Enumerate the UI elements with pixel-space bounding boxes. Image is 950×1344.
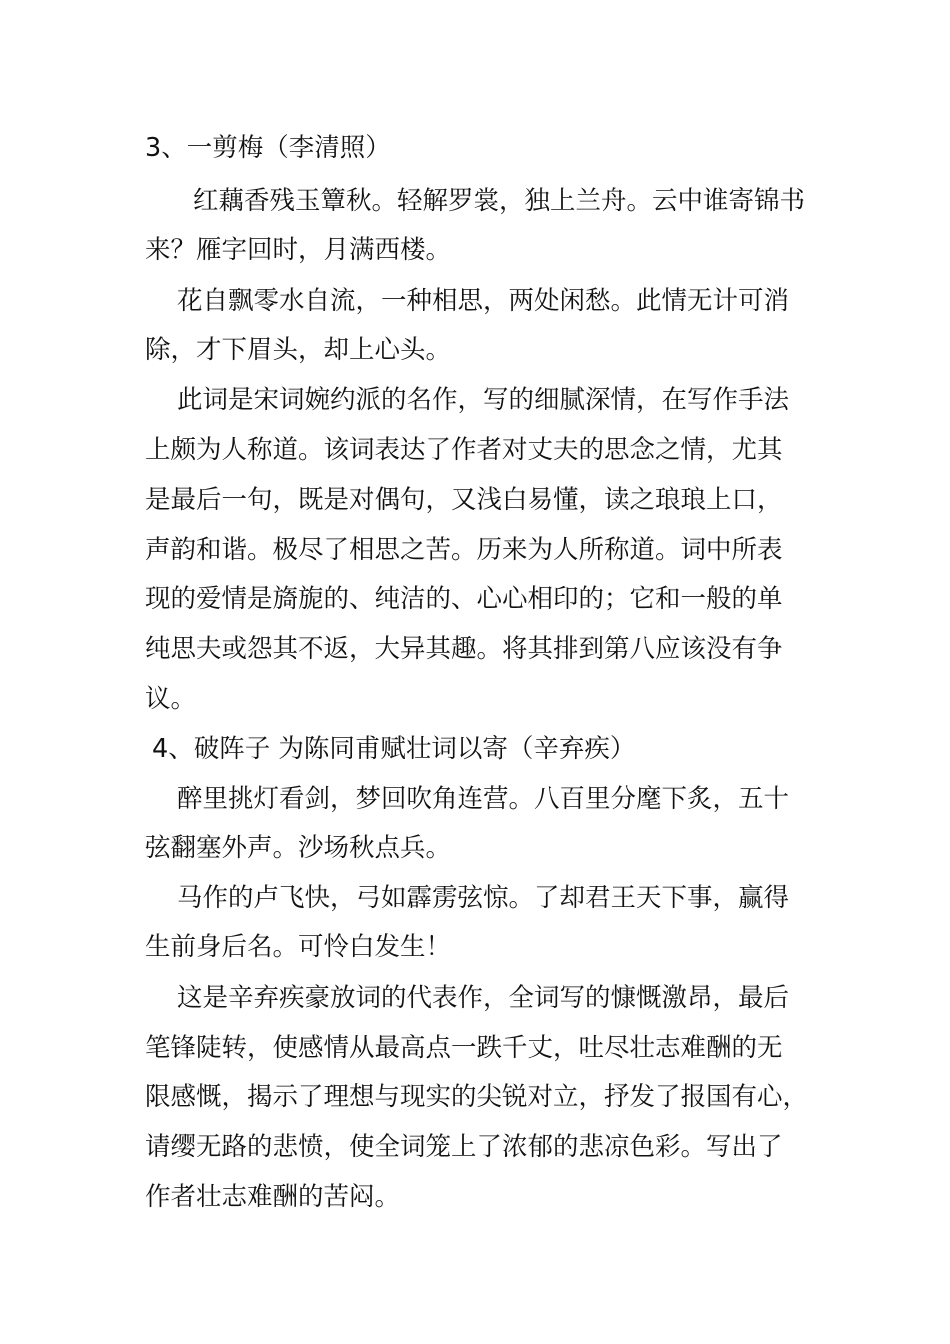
poem4-stanza1-line1: 醉里挑灯看剑，梦回吹角连营。八百里分麾下炙，五十 xyxy=(177,784,790,814)
poem3-stanza1-line2: 来？雁字回时，月满西楼。 xyxy=(145,235,452,265)
poem3-commentary-line6: 纯思夫或怨其不返，大异其趣。将其排到第八应该没有争 xyxy=(145,634,783,664)
poem3-commentary-line3: 是最后一句，既是对偶句，又浅白易懂，读之琅琅上口， xyxy=(145,485,783,515)
poem3-commentary-line7: 议。 xyxy=(145,684,197,714)
poem4-commentary-line5: 作者壮志难酬的苦闷。 xyxy=(145,1182,401,1212)
poem4-commentary-line4: 请缨无路的悲愤，使全词笼上了浓郁的悲凉色彩。写出了 xyxy=(145,1132,783,1162)
poem3-commentary-line1: 此词是宋词婉约派的名作，写的细腻深情，在写作手法 xyxy=(177,385,790,415)
poem4-stanza2-line2: 生前身后名。可怜白发生！ xyxy=(145,932,452,962)
poem3-heading: 3、一剪梅（李清照） xyxy=(145,133,391,163)
poem4-commentary-line2: 笔锋陡转，使感情从最高点一跌千丈，吐尽壮志难酬的无 xyxy=(145,1033,783,1063)
poem4-stanza2-line1: 马作的卢飞快，弓如霹雳弦惊。了却君王天下事，赢得 xyxy=(177,883,790,913)
poem4-stanza1-line2: 弦翻塞外声。沙场秋点兵。 xyxy=(145,833,452,863)
poem3-commentary-line5: 现的爱情是旖旎的、纯洁的、心心相印的；它和一般的单 xyxy=(145,584,783,614)
poem3-commentary-line2: 上颇为人称道。该词表达了作者对丈夫的思念之情，尤其 xyxy=(145,435,783,465)
poem4-heading: 4、破阵子 为陈同甫赋壮词以寄（辛弃疾） xyxy=(152,734,636,764)
poem3-stanza1-line1: 红藕香残玉簟秋。轻解罗裳，独上兰舟。云中谁寄锦书 xyxy=(193,186,806,216)
poem3-stanza2-line2: 除，才下眉头，却上心头。 xyxy=(145,335,452,365)
poem3-commentary-line4: 声韵和谐。极尽了相思之苦。历来为人所称道。词中所表 xyxy=(145,535,783,565)
poem4-commentary-line3: 限感慨，揭示了理想与现实的尖锐对立，抒发了报国有心， xyxy=(145,1082,809,1112)
poem3-stanza2-line1: 花自飘零水自流，一种相思，两处闲愁。此情无计可消 xyxy=(177,286,790,316)
poem4-commentary-line1: 这是辛弃疾豪放词的代表作，全词写的慷慨激昂，最后 xyxy=(177,983,790,1013)
